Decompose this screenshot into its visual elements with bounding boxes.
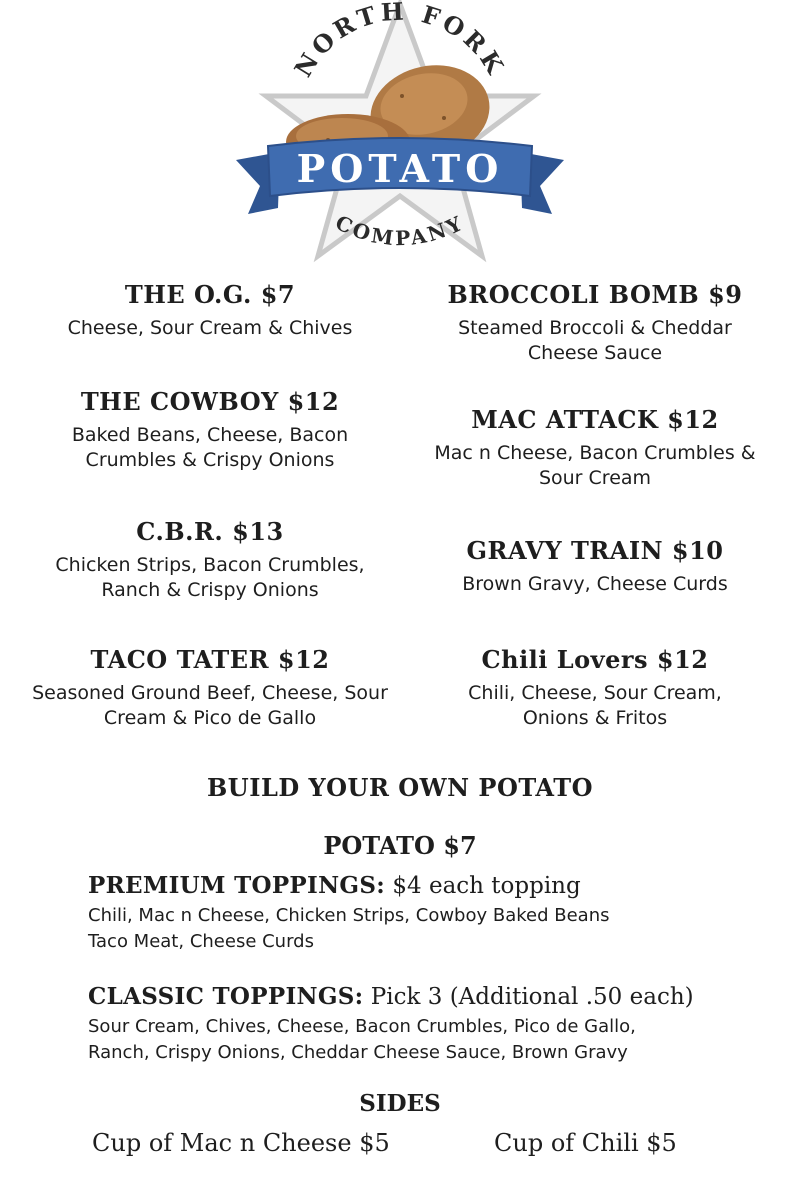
item-name: THE O.G. $7 <box>124 280 296 309</box>
item-desc: Chicken Strips, Bacon Crumbles, Ranch & Crispy Onions <box>55 554 365 601</box>
menu-item-taco-tater <box>20 645 400 731</box>
item-desc: Baked Beans, Cheese, Bacon Crumbles & Crispy Onions <box>71 424 349 471</box>
menu-item-cbr <box>20 517 400 603</box>
classic-list-line: Ranch, Crispy Onions, Cheddar Cheese Sauce, Brown Gravy <box>88 1042 628 1063</box>
premium-toppings <box>88 871 778 955</box>
build-your-own-title: BUILD YOUR OWN POTATO <box>207 773 593 802</box>
banner-ribbon <box>236 138 564 214</box>
item-name: Chili Lovers $12 <box>481 645 709 674</box>
item-name: GRAVY TRAIN $10 <box>466 536 724 565</box>
menu-item-broccoli-bomb <box>410 280 780 366</box>
premium-label: PREMIUM TOPPINGS: <box>88 872 386 899</box>
logo-top-text: NORTH FORK <box>288 0 512 82</box>
logo-banner-text: POTATO <box>296 146 504 191</box>
item-desc: Mac n Cheese, Bacon Crumbles & Sour Cream <box>434 442 756 489</box>
side-item-chili: Cup of Chili $5 <box>494 1129 677 1157</box>
classic-note: Pick 3 (Additional .50 each) <box>370 984 694 1010</box>
item-desc: Steamed Broccoli & Cheddar Cheese Sauce <box>458 317 732 364</box>
logo-bottom-text: COMPANY <box>331 210 469 251</box>
north-fork-potato-logo <box>230 0 570 270</box>
item-name: C.B.R. $13 <box>136 517 284 546</box>
item-desc: Cheese, Sour Cream & Chives <box>67 317 353 339</box>
side-item-mac: Cup of Mac n Cheese $5 <box>92 1129 390 1157</box>
premium-note: $4 each topping <box>392 873 581 899</box>
premium-list-line: Taco Meat, Cheese Curds <box>88 931 314 952</box>
svg-text:COMPANY <box>332 210 469 250</box>
item-desc: Seasoned Ground Beef, Cheese, Sour Cream & Pico de Gallo <box>32 682 388 729</box>
menu-item-chili-lovers <box>410 645 780 731</box>
base-potato-price: POTATO $7 <box>323 831 477 860</box>
item-name: TACO TATER $12 <box>90 645 330 674</box>
item-desc: Chili, Cheese, Sour Cream, Onions & Fritos <box>468 682 722 729</box>
menu-item-gravy-train <box>410 536 780 597</box>
menu-item-cowboy <box>20 387 400 473</box>
sides-title: SIDES <box>359 1090 441 1117</box>
menu-item-mac-attack <box>410 405 780 491</box>
item-name: BROCCOLI BOMB $9 <box>447 280 743 309</box>
menu-item-og <box>20 280 400 341</box>
item-desc: Brown Gravy, Cheese Curds <box>462 573 728 595</box>
premium-list-line: Chili, Mac n Cheese, Chicken Strips, Cowboy Baked Beans <box>88 905 610 926</box>
classic-list-line: Sour Cream, Chives, Cheese, Bacon Crumbles, Pico de Gallo, <box>88 1016 636 1037</box>
item-name: THE COWBOY $12 <box>80 387 340 416</box>
item-name: MAC ATTACK $12 <box>471 405 719 434</box>
classic-label: CLASSIC TOPPINGS: <box>88 983 364 1010</box>
classic-toppings <box>88 982 778 1066</box>
